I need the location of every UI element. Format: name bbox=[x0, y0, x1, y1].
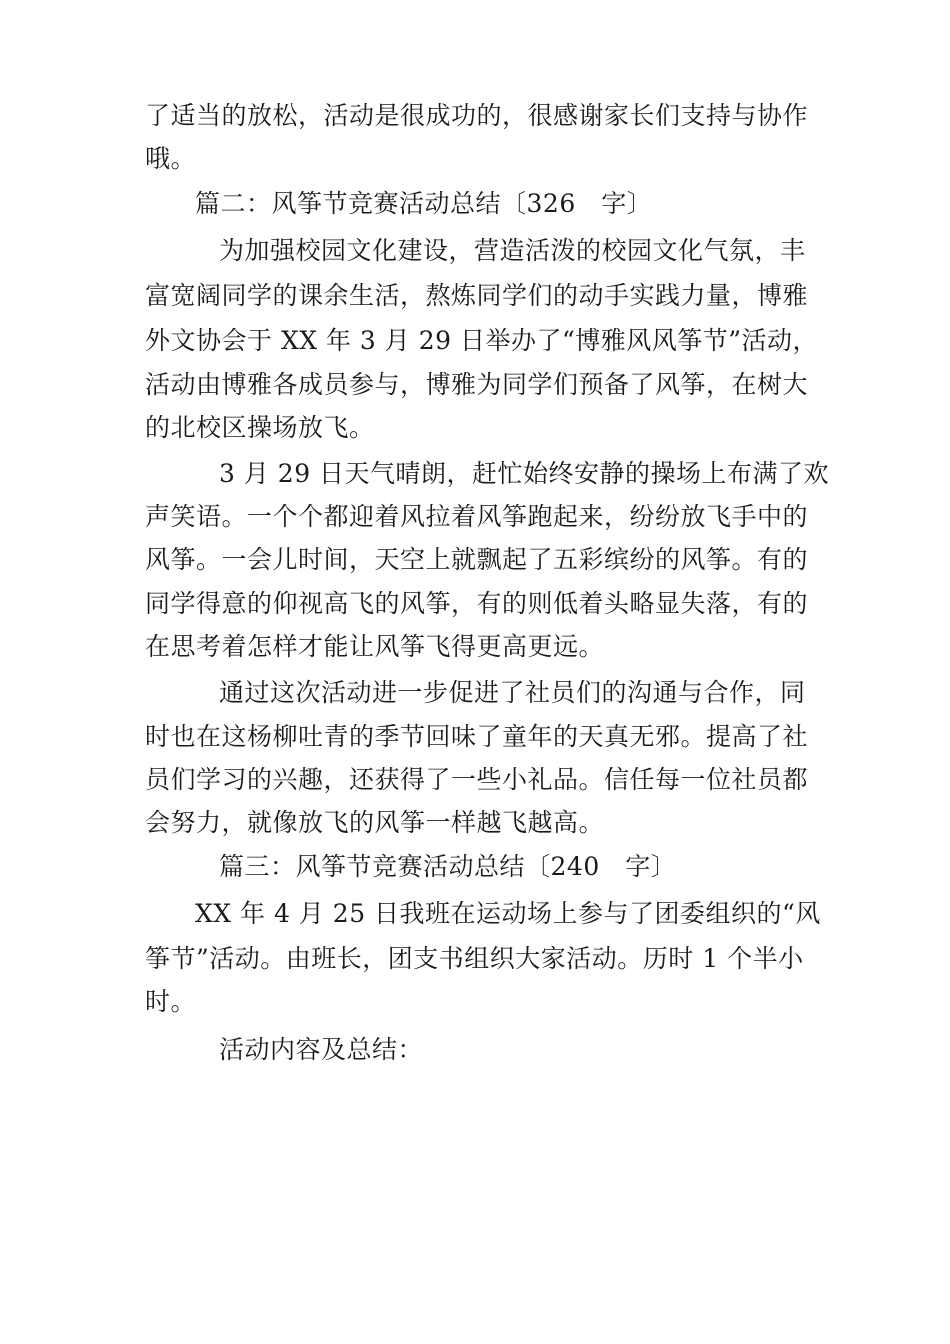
text-line: 通过这次活动进一步促进了社员们的沟通与合作，同 bbox=[219, 678, 806, 707]
text-line: 声笑语。一个个都迎着风拉着风筝跑起来，纷纷放飞手中的 bbox=[145, 502, 809, 531]
text-line: 会努力，就像放飞的风筝一样越飞越高。 bbox=[145, 808, 605, 837]
text-line: 了适当的放松，活动是很成功的，很感谢家长们支持与协作 bbox=[145, 101, 809, 130]
text-line: 员们学习的兴趣，还获得了一些小礼品。信任每一位社员都 bbox=[145, 765, 809, 794]
text-line: XX 年 4 月 25 日我班在运动场上参与了团委组织的“风 bbox=[195, 899, 821, 928]
text-line: 同学得意的仰视高飞的风筝，有的则低着头略显失落，有的 bbox=[145, 589, 809, 618]
text-line: 富宽阔同学的课余生活，熬炼同学们的动手实践力量，博雅 bbox=[145, 281, 809, 310]
text-line: 在思考着怎样才能让风筝飞得更高更远。 bbox=[145, 632, 605, 661]
text-line: 筝节”活动。由班长，团支书组织大家活动。历时 1 个半小 bbox=[145, 944, 804, 973]
text-line: 3 月 29 日天气晴朗，赶忙始终安静的操场上布满了欢 bbox=[219, 459, 830, 488]
section-heading: 篇三：风筝节竞赛活动总结〔240 字〕 bbox=[219, 852, 677, 881]
text-line: 外文协会于 XX 年 3 月 29 日举办了“博雅风风筝节”活动， bbox=[145, 326, 819, 355]
text-line: 哦。 bbox=[145, 144, 197, 173]
text-line: 为加强校园文化建设，营造活泼的校园文化气氛，丰 bbox=[219, 236, 806, 265]
text-line: 的北校区操场放飞。 bbox=[145, 413, 375, 442]
text-line: 活动由博雅各成员参与，博雅为同学们预备了风筝，在树大 bbox=[145, 370, 809, 399]
text-line: 风筝。一会儿时间，天空上就飘起了五彩缤纷的风筝。有的 bbox=[145, 545, 809, 574]
text-line: 时也在这杨柳吐青的季节回味了童年的天真无邪。提高了社 bbox=[145, 722, 809, 751]
text-line: 时。 bbox=[145, 987, 197, 1016]
section-heading: 篇二：风筝节竞赛活动总结〔326 字〕 bbox=[195, 189, 653, 218]
text-line: 活动内容及总结： bbox=[219, 1035, 424, 1064]
